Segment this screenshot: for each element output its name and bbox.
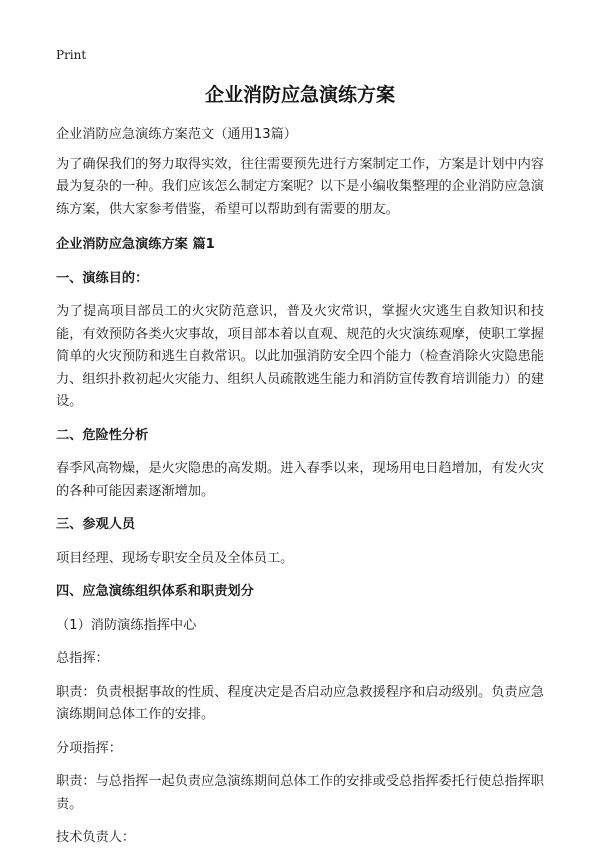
paragraph-participants: 项目经理、现场专职安全员及全体员工。 xyxy=(56,550,294,566)
subtitle: 企业消防应急演练方案范文（通用13篇） xyxy=(56,127,297,142)
paragraph-purpose: 为了提高项目部员工的火灾防范意识，普及火灾常识，掌握火灾逃生自救知识和技能，有效预防各类火灾事故，项目部本着以直观、规范的火灾演练观摩，使职工掌握简单的火灾预防和逃生自救常识。以此加强消防安全四个能力（检查消除火灾隐患能力、组织扑救初起火灾能力、组织人员疏散逃生能力和消防宣传教育培训能力）的建设。 xyxy=(56,304,544,409)
page-title: 企业消防应急演练方案 xyxy=(204,84,395,106)
paragraph-command-center: （1）消防演练指挥中心 xyxy=(56,617,197,633)
intro-paragraph: 为了确保我们的努力取得实效，往往需要预先进行方案制定工作，方案是计划中内容最为复杂的一种。我们应该怎么制定方案呢？以下是小编收集整理的企业消防应急演练方案，供大家参考借鉴，希望可以帮助到有需要的朋友。 xyxy=(56,156,544,217)
heading-participants: 三、参观人员 xyxy=(56,517,136,532)
paragraph-chief-duties: 职责：负责根据事故的性质、程度决定是否启动应急救援程序和启动级别。负责应急演练期间总体工作的安排。 xyxy=(56,684,544,722)
print-link[interactable]: Print xyxy=(56,48,87,62)
paragraph-technical-lead: 技术负责人： xyxy=(56,830,136,845)
paragraph-sub-commander: 分项指挥： xyxy=(56,740,122,756)
paragraph-chief-commander: 总指挥： xyxy=(56,651,109,666)
paragraph-risk-analysis: 春季风高物燥，是火灾隐患的高发期。进入春季以来，现场用电日趋增加，有发火灾的各种可能因素逐渐增加。 xyxy=(56,461,544,499)
paragraph-sub-duties: 职责：与总指挥一起负责应急演练期间总体工作的安排或受总指挥委托行使总指挥职责。 xyxy=(56,774,544,812)
heading-risk-analysis: 二、危险性分析 xyxy=(56,427,149,443)
heading-purpose: 一、演练目的： xyxy=(56,270,149,286)
heading-organization: 四、应急演练组织体系和职责划分 xyxy=(56,584,254,599)
section-title: 企业消防应急演练方案 篇1 xyxy=(56,237,215,252)
document-body xyxy=(56,124,544,850)
